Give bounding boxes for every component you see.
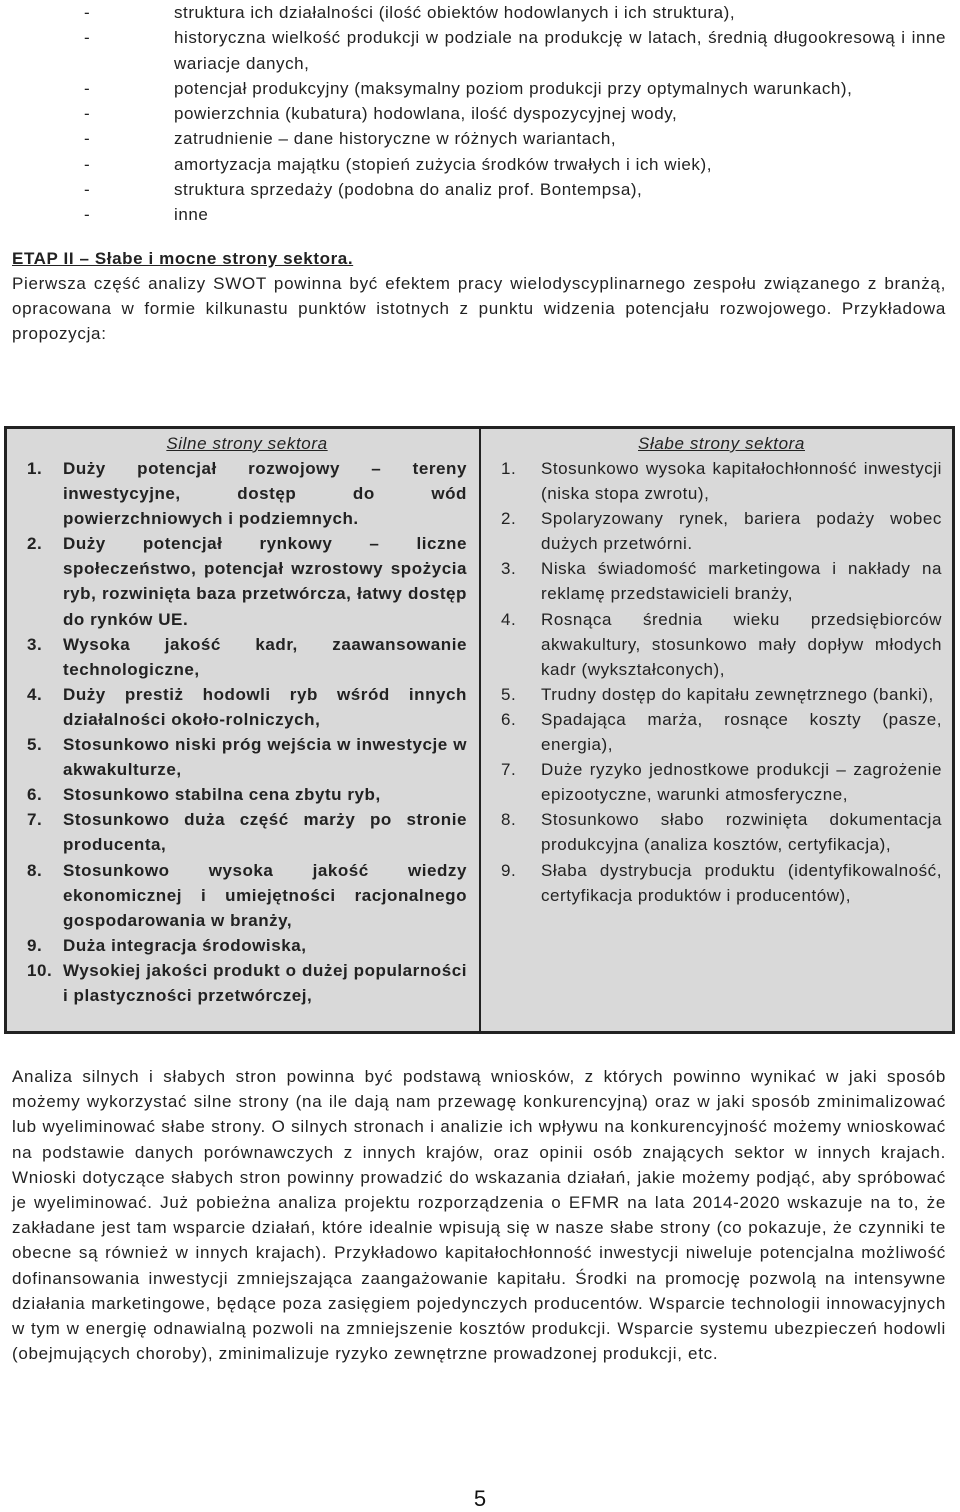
list-item [12,126,946,151]
weaknesses-list [501,456,942,908]
weakness-item [501,456,942,506]
section-heading-text: ETAP II – Słabe i mocne strony sektora. [12,248,354,268]
item-text: Słaba dystrybucja produktu (identyfikowalność, certyfikacja produktów i producentów), [541,860,942,905]
strength-item [27,632,467,682]
list-item-text: inne [174,205,209,225]
item-text: Trudny dostęp do kapitału zewnętrznego (banki), [541,684,934,704]
dash-marker: - [84,205,91,225]
weakness-item [501,506,942,556]
strength-item [27,858,467,933]
item-number: 5. [501,684,517,704]
strength-item [27,933,467,958]
item-text: Duże ryzyko jednostkowe produkcji – zagrożenie epizootyczne, warunki atmosferyczne, [541,760,942,805]
strength-item [27,782,467,807]
weakness-item [501,858,942,908]
dash-marker: - [84,154,91,174]
dash-marker: - [84,78,91,98]
weaknesses-header: Słabe strony sektora [638,434,805,453]
item-number: 2. [501,509,517,529]
list-item-text: struktura sprzedaży (podobna do analiz prof. Bontempsa), [174,180,643,200]
dash-marker: - [84,28,91,48]
item-number: 4. [27,684,43,704]
section-heading [12,247,946,271]
weakness-item [501,707,942,757]
strength-item [27,531,467,631]
item-text: Stosunkowo niski próg wejścia w inwestycje w akwakulturze, [63,735,467,780]
item-text: Wysokiej jakości produkt o dużej popularności i plastyczności przetwórczej, [63,960,467,1005]
item-number: 1. [501,459,517,478]
strengths-header: Silne strony sektora [166,434,328,453]
weakness-item [501,807,942,857]
item-number: 10. [27,960,53,980]
list-item [12,152,946,177]
list-item [12,0,946,25]
item-number: 2. [27,534,43,554]
item-text: Stosunkowo wysoka kapitałochłonność inwestycji (niska stopa zwrotu), [541,459,942,504]
item-text: Rosnąca średnia wieku przedsiębiorców akwakultury, stosunkowo mały dopływ młodych kadr (wykształconych), [541,609,942,679]
list-item-text: struktura ich działalności (ilość obiektów hodowlanych i ich struktura), [174,3,736,22]
list-item-text: powierzchnia (kubatura) hodowlana, ilość dyspozycyjnej wody, [174,104,678,124]
swot-table [4,426,955,1034]
closing-section [12,1064,946,1366]
weakness-item [501,682,942,707]
weaknesses-column [481,429,952,1031]
item-number: 8. [27,860,43,880]
item-number: 9. [27,935,43,955]
strength-item [27,456,467,531]
item-text: Stosunkowo słabo rozwinięta dokumentacja produkcyjna (analiza kosztów, certyfikacja), [541,810,942,855]
item-text: Spadająca marża, rosnące koszty (pasze, energia), [541,709,942,755]
weakness-item [501,757,942,807]
item-number: 5. [27,735,43,755]
item-number: 6. [27,785,43,805]
item-text: Duży potencjał rynkowy – liczne społeczeństwo, potencjał wzrostowy spożycia ryb, rozwinięta baza przetwórcza, łatwy dostęp do rynków UE. [63,534,467,629]
item-text: Duży potencjał rozwojowy – tereny inwestycyjne, dostęp do wód powierzchniowych i podziemnych. [63,459,467,529]
intro-paragraph: Pierwsza część analizy SWOT powinna być efektem pracy wielodyscyplinarnego zespołu związanego z branżą, opracowana w formie kilkunastu punktów istotnych z punktu widzenia potencjału rozwojowego. Przykładowa propozycja: [12,273,946,344]
item-number: 3. [27,634,43,654]
closing-paragraph: Analiza silnych i słabych stron powinna być podstawą wniosków, z których powinno wynikać w jaki sposób możemy wykorzystać silne strony (na ile dają nam przewagę konkurencyjną) oraz w jaki sposób zminimalizować lub wyeliminować słabe strony. O silnych stronach i analizie ich wpływu na konkurencyjność możemy wnioskować na podstawie danych porównawczych z innych krajów, oraz opinii osób znających sektor w innych krajach. Wnioski dotyczące słabych stron powinny prowadzić do wskazania działań, jakie możemy podjąć, aby spróbować je wyeliminować. Już pobieżna analiza projektu rozporządzenia o EFMR na lata 2014-2020 wskazuje na to, że zakładane jest tam wsparcie działań, które idealnie wpisują się w nasze słabe strony (co pokazuje, że czynniki te obecne są również w innych krajach). Przykładowo kapitałochłonność inwestycji niweluje potencjalna możliwość dofinansowania inwestycji zmniejszająca zaangażowanie kapitału. Środki na promocję pozwolą na intensywne działania marketingowe, będące poza zasięgiem pojedynczych producentów. Wsparcie technologii innowacyjnych w tym w energię odnawialną pozwoli na zmniejszenie kosztów produkcji. Wsparcie systemu ubezpieczeń hodowli (obejmujących choroby), zminimalizuje ryzyko zewnętrzne prowadzonej produkcji, etc. [12,1067,946,1364]
item-number: 4. [501,609,517,629]
list-item-text: potencjał produkcyjny (maksymalny poziom produkcji przy optymalnych warunkach), [174,78,853,98]
dash-marker: - [84,180,91,200]
list-item [12,101,946,126]
page-content [12,0,946,346]
item-text: Niska świadomość marketingowa i nakłady na reklamę przedstawicieli branży, [541,559,942,604]
dash-marker: - [84,3,91,22]
item-number: 6. [501,709,517,729]
list-item [12,202,946,227]
list-item [12,76,946,101]
bullet-list [12,0,946,228]
strengths-column [7,429,481,1031]
list-item [12,25,946,76]
item-number: 9. [501,860,517,880]
weakness-item [501,607,942,682]
strength-item [27,682,467,732]
strength-item [27,732,467,782]
item-number: 7. [27,810,43,830]
strength-item [27,807,467,857]
list-item [12,177,946,202]
dash-marker: - [84,104,91,124]
item-number: 1. [27,459,43,478]
item-number: 8. [501,810,517,830]
list-item-text: amortyzacja majątku (stopień zużycia środków trwałych i ich wiek), [174,154,712,174]
strength-item [27,958,467,1008]
item-text: Duża integracja środowiska, [63,935,307,955]
item-number: 3. [501,559,517,579]
item-text: Stosunkowo wysoka jakość wiedzy ekonomicznej i umiejętności racjonalnego gospodarowania w branży, [63,860,467,930]
item-number: 7. [501,760,517,780]
weakness-item [501,556,942,606]
item-text: Stosunkowo stabilna cena zbytu ryb, [63,785,381,805]
list-item-text: historyczna wielkość produkcji w podziale na produkcję w latach, średnią długookresową i inne wariacje danych, [174,28,946,73]
item-text: Duży prestiż hodowli ryb wśród innych działalności około-rolniczych, [63,684,467,729]
page-number: 5 [473,1486,487,1511]
strengths-list [27,456,467,1008]
item-text: Wysoka jakość kadr, zaawansowanie technologiczne, [63,634,467,679]
list-item-text: zatrudnienie – dane historyczne w różnych wariantach, [174,129,617,149]
item-text: Stosunkowo duża część marży po stronie producenta, [63,810,467,855]
dash-marker: - [84,129,91,149]
item-text: Spolaryzowany rynek, bariera podaży wobec dużych przetwórni. [541,509,942,554]
